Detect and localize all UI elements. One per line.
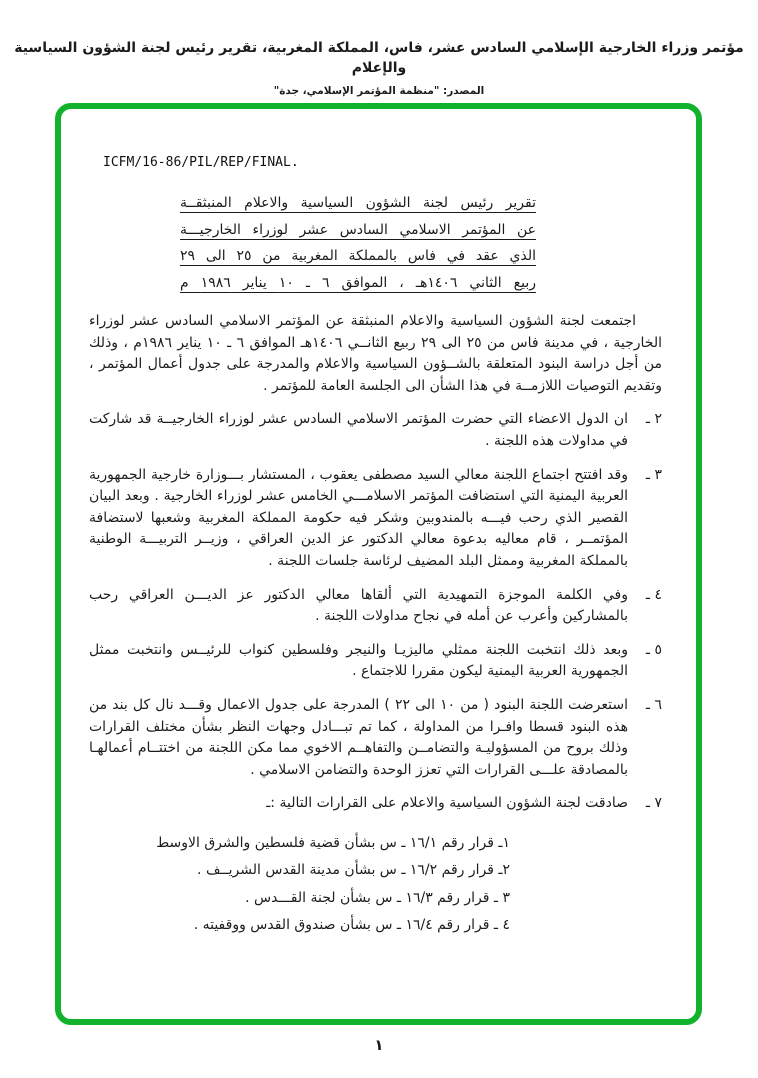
paragraph-number: ٥ ـ — [645, 641, 662, 658]
paragraph-text: وفي الكلمة الموجزة التمهيدية التي ألقاها معالي الدكتور عز الديـــن العراقي رحب بالمشاركين وأعرب عن أمله في نجاح مداولات اللجنة . — [89, 586, 628, 625]
resolution-item: ٢ـ قرار رقم ١٦/٢ ـ س بشأن مدينة القدس الشريــف . — [197, 862, 510, 879]
document-title — [180, 190, 536, 296]
title-line: تقرير رئيس لجنة الشؤون السياسية والاعلام المنبثقــة — [180, 195, 536, 211]
title-line: الذي عقد في فاس بالمملكة المغربية من ٢٥ الى ٢٩ — [180, 248, 536, 264]
resolution-item: ٤ ـ قرار رقم ١٦/٤ ـ س بشأن صندوق القدس ووقفيته . — [193, 917, 510, 934]
title-line: ربيع الثاني ١٤٠٦هـ ، الموافق ٦ ـ ١٠ يناير ١٩٨٦ م — [180, 274, 536, 291]
paragraph — [89, 695, 662, 781]
paragraph-text: وبعد ذلك انتخبت اللجنة ممثلي ماليزيـا والنيجر وفلسطين كنواب للرئيــس وانتخبت ممثل الجمهورية العربية اليمنية ليكون مقررا للاجتماع . — [89, 641, 628, 680]
paragraph-text: استعرضت اللجنة البنود ( من ١٠ الى ٢٢ ) المدرجة على جدول الاعمال وقـــد نال كل بند من هذه البنود قسطا وافـرا من المداولة ، كما تم تبـــادل وجهات النظر بشأن مختلف القرارات وذلك بروح من المسؤوليـة والتضامــن والتفاهــم الاخوي مما مكن اللجنة من اختتــام أعمالهـا بالمصادقة علـــى القرارات التي تعزز الوحدة والتضامن الاسلامي . — [89, 696, 628, 778]
paragraph-number: ٧ ـ — [645, 795, 662, 812]
title-line: عن المؤتمر الاسلامي السادس عشر لوزراء الخارجيـــة — [180, 221, 536, 238]
paragraph-intro: اجتمعت لجنة الشؤون السياسية والاعلام المنبثقة عن المؤتمر الاسلامي السادس عشر لوزراء الخارجية ، في مدينة فاس من ٢٥ الى ٢٩ ربيع الثانــي ١٤٠٦هـ الموافق ٦ ـ ١٠ يناير ١٩٨٦م ، وذلك من أجل دراسة البنود المتعلقة بالشــؤون السياسية والاعلام والمدرجة على جدول أعمال المؤتمر ، وتقديم التوصيات اللازمــة في هذا الشأن الى الجلسة العامة للمؤتمر . — [89, 313, 662, 394]
page-header — [8, 38, 750, 97]
resolution-item: ٣ ـ قرار رقم ١٦/٣ ـ س بشأن لجنة القـــدس . — [245, 889, 510, 906]
paragraph-number: ٢ ـ — [645, 411, 662, 428]
paragraph — [89, 793, 662, 815]
paragraph-number: ٦ ـ — [645, 696, 662, 713]
paragraph — [89, 465, 662, 573]
paragraph-number: ٣ ـ — [645, 466, 662, 483]
header-source: المصدر: "منظمة المؤتمر الإسلامي، جدة" — [273, 85, 485, 97]
paragraph-number: ٤ ـ — [645, 586, 662, 603]
paragraph-text: صادقت لجنة الشؤون السياسية والاعلام على القرارات التالية :ـ — [266, 795, 628, 812]
document-frame — [55, 103, 702, 1025]
paragraph — [89, 585, 662, 628]
paragraph-text: ان الدول الاعضاء التي حضرت المؤتمر الاسلامي السادس عشر لوزراء الخارجيــة قد شاركت في مداولات هذه اللجنة . — [89, 411, 628, 449]
page-number: ١ — [374, 1036, 384, 1054]
resolutions-list — [89, 830, 510, 940]
paragraph-text: وقد افتتح اجتماع اللجنة معالي السيد مصطفى يعقوب ، المستشار بـــوزارة خارجية الجمهورية العربية اليمنية التي استضافت المؤتمر الاسلامـــي الخامس عشر لوزراء الخارجية . وبعد البيان القصير الذي رحب فيـــه بالمندوبين وشكر فيه حكومة المملكة المغربية وشعبها لاستضافة المؤتمــر ، قام معاليه بدعوة معالي الدكتور عز الدين العراقي ، وزيــر التربيـــة الوطنية بالمملكة المغربية وممثل البلد المضيف لرئاسة جلسات اللجنة . — [89, 466, 628, 569]
resolution-item: ١ـ قرار رقم ١٦/١ ـ س بشأن قضية فلسطين والشرق الاوسط — [156, 834, 510, 851]
paragraph — [89, 409, 662, 452]
reference-number: ICFM/16-86/PIL/REP/FINAL. — [103, 155, 299, 170]
document-body — [89, 311, 662, 940]
header-title: مؤتمر وزراء الخارجية الإسلامي السادس عشر، فاس، المملكة المغربية، تقرير رئيس لجنة الشؤون السياسية والإعلام — [14, 40, 744, 76]
paragraph — [89, 640, 662, 683]
